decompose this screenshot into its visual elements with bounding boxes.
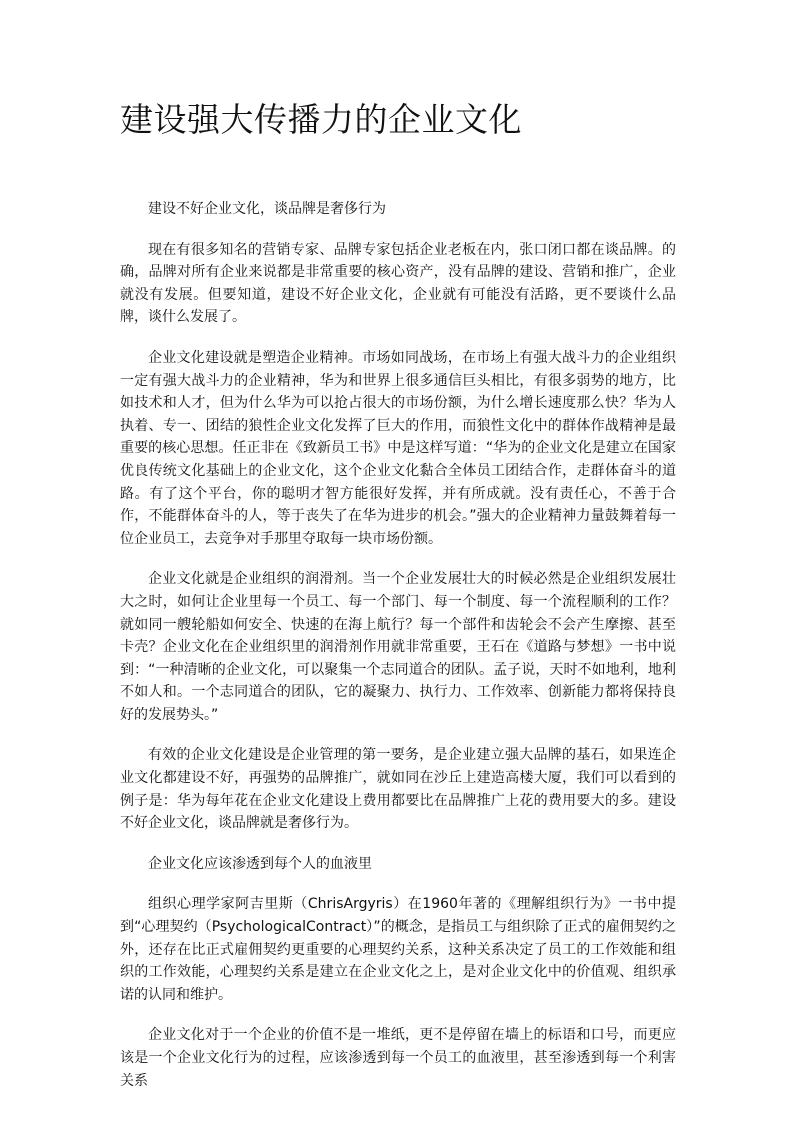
paragraph: 有效的企业文化建设是企业管理的第一要务，是企业建立强大品牌的基石，如果连企业文化都建设不好，再强势的品牌推广，就如同在沙丘上建造高楼大厦，我们可以看到的例子是：华为每年花在企业文化建设上费用都要比在品牌推广上花的费用要大的多。建设不好企业文化，谈品牌就是奢侈行为。 — [120, 747, 676, 832]
paragraph: 现在有很多知名的营销专家、品牌专家包括企业老板在内，张口闭口都在谈品牌。的确，品牌对所有企业来说都是非常重要的核心资产，没有品牌的建设、营销和推广，企业就没有发展。但要知道，建设不好企业文化，企业就有可能没有活路，更不要谈什么品牌，谈什么发展了。 — [120, 241, 676, 326]
document-body — [120, 198, 676, 1110]
paragraph: 组织心理学家阿吉里斯（ChrisArgyris）在1960年著的《理解组织行为》一书中提到“心理契约（PsychologicalContract）”的概念，是指员工与组织除了正式的雇佣契约之外，还存在比正式雇佣契约更重要的心理契约关系，这种关系决定了员工的工作效能和组织的工作效能，心理契约关系是建立在企业文化之上，是对企业文化中的价值观、组织承诺的认同和维护。 — [120, 896, 676, 1003]
paragraph: 企业文化建设就是塑造企业精神。市场如同战场，在市场上有强大战斗力的企业组织一定有强大战斗力的企业精神，华为和世界上很多通信巨头相比，有很多弱势的地方，比如技术和人才，但为什么华为可以抢占很大的市场份额，为什么增长速度那么快？华为人执着、专一、团结的狼性企业文化发挥了巨大的作用，而狼性文化中的群体作战精神是最重要的核心思想。任正非在《致新员工书》中是这样写道：“华为的企业文化是建立在国家优良传统文化基础上的企业文化，这个企业文化黏合全体员工团结合作，走群体奋斗的道路。有了这个平台，你的聪明才智方能很好发挥，并有所成就。没有责任心，不善于合作，不能群体奋斗的人，等于丧失了在华为进步的机会。”强大的企业精神力量鼓舞着每一位企业员工，去竞争对手那里夺取每一块市场份额。 — [120, 349, 676, 547]
document-title: 建设强大传播力的企业文化 — [120, 100, 522, 139]
paragraph: 企业文化对于一个企业的价值不是一堆纸，更不是停留在墙上的标语和口号，而更应该是一个企业文化行为的过程，应该渗透到每一个员工的血液里，甚至渗透到每一个利害关系 — [120, 1027, 676, 1089]
section-heading: 建设不好企业文化，谈品牌是奢侈行为 — [148, 201, 386, 217]
section-heading: 企业文化应该渗透到每个人的血液里 — [148, 855, 372, 872]
paragraph: 企业文化就是企业组织的润滑剂。当一个企业发展壮大的时候必然是企业组织发展壮大之时，如何让企业里每一个员工、每一个部门、每一个制度、每一个流程顺利的工作？就如同一艘轮船如何安全、快速的在海上航行？每一个部件和齿轮会不会产生摩擦、甚至卡壳？企业文化在企业组织里的润滑剂作用就非常重要，王石在《道路与梦想》一书中说到：“一种清晰的企业文化，可以聚集一个志同道合的团队。孟子说，天时不如地利，地利不如人和。一个志同道合的团队，它的凝聚力、执行力、工作效率、创新能力都将保持良好的发展势头。” — [120, 571, 676, 723]
